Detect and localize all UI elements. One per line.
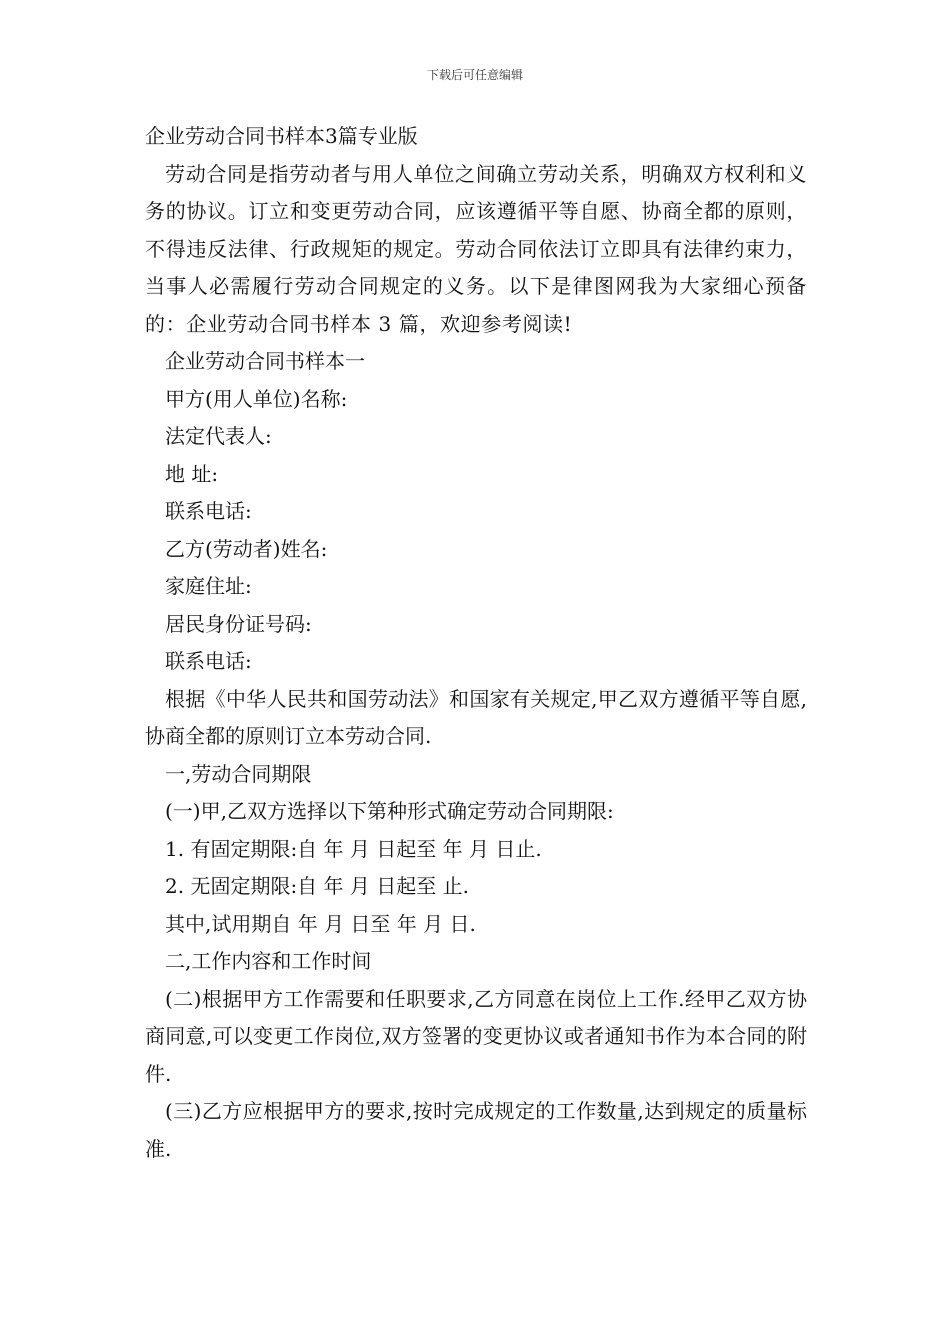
- address-line: 地 址:: [165, 461, 219, 486]
- id-number-line: 居民身份证号码:: [165, 611, 312, 636]
- clause-term-choice: (一)甲,乙双方选择以下第种形式确定劳动合同期限:: [165, 799, 614, 823]
- party-a-name-line: 甲方(用人单位)名称:: [165, 386, 348, 411]
- party-a-phone-line: 联系电话:: [165, 499, 252, 523]
- home-address-line: 家庭住址:: [165, 574, 252, 598]
- clause-fixed-term: 1. 有固定期限:自 年 月 日起至 年 月 日止.: [165, 836, 542, 861]
- clause-quality: (三)乙方应根据甲方的要求,按时完成规定的工作数量,达到规定的质量标准.: [145, 1099, 807, 1161]
- clause-probation: 其中,试用期自 年 月 日至 年 月 日.: [165, 911, 476, 936]
- header-note: 下载后可任意编辑: [426, 68, 523, 82]
- clause-open-term: 2. 无固定期限:自 年 月 日起至 止.: [165, 874, 469, 898]
- legal-basis-paragraph: 根据《中华人民共和国劳动法》和国家有关规定,甲乙双方遵循平等自愿,协商全都的原则订立本劳动合同.: [145, 686, 807, 748]
- document-body: [145, 118, 807, 1168]
- section-heading-work-content: 二,工作内容和工作时间: [165, 949, 372, 973]
- intro-paragraph: 劳动合同是指劳动者与用人单位之间确立劳动关系，明确双方权利和义务的协议。订立和变更劳动合同，应该遵循平等自愿、协商全都的原则，不得违反法律、行政规矩的规定。劳动合同依法订立即具有法律约束力，当事人必需履行劳动合同规定的义务。以下是律图网我为大家细心预备的：企业劳动合同书样本 3 篇，欢迎参考阅读!: [145, 161, 807, 336]
- party-b-phone-line: 联系电话:: [165, 649, 252, 673]
- section-heading-contract-term: 一,劳动合同期限: [165, 761, 312, 786]
- party-b-name-line: 乙方(劳动者)姓名:: [165, 536, 328, 561]
- section-heading-sample-one: 企业劳动合同书样本一: [165, 349, 365, 373]
- legal-representative-line: 法定代表人:: [165, 424, 272, 448]
- clause-position: (二)根据甲方工作需要和任职要求,乙方同意在岗位上工作.经甲乙双方协商同意,可以变更工作岗位,双方签署的变更协议或者通知书作为本合同的附件.: [145, 986, 807, 1086]
- document-title: 企业劳动合同书样本3篇专业版: [145, 124, 418, 148]
